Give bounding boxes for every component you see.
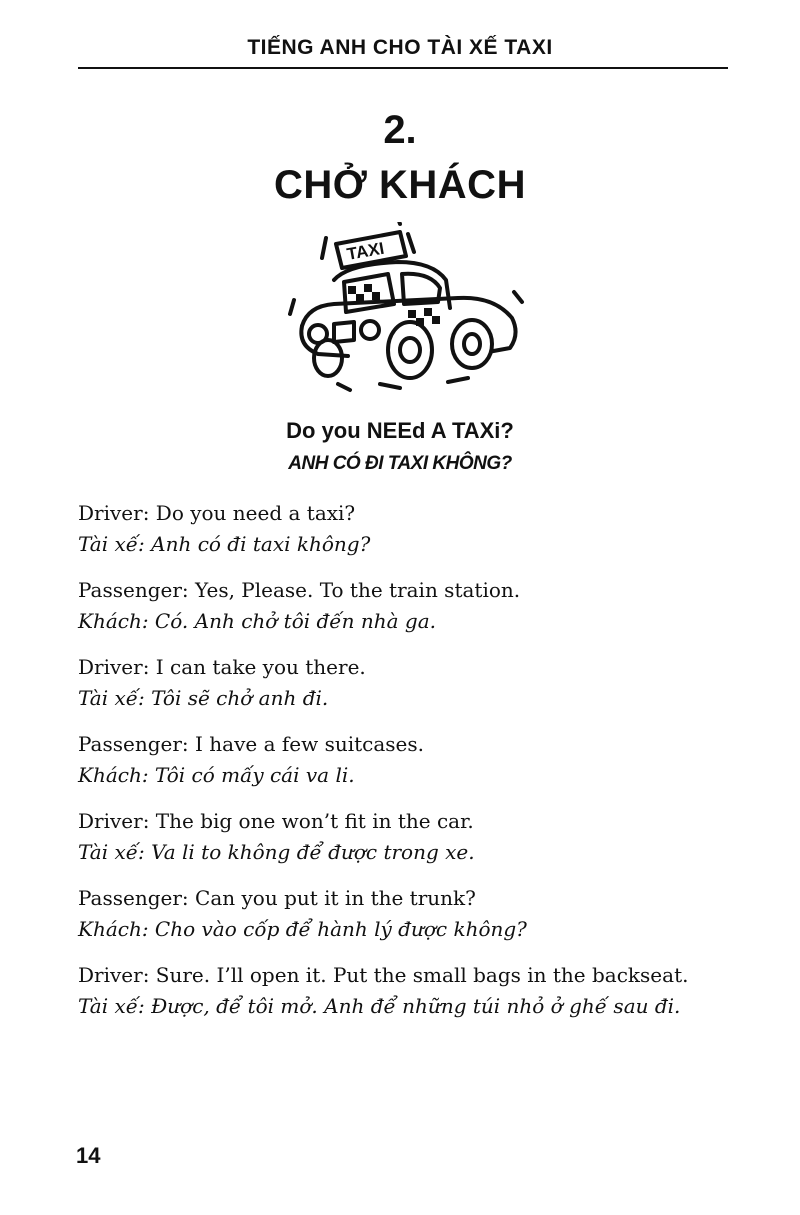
chapter-title: CHỞ KHÁCH: [274, 163, 526, 207]
dialogue-line-vietnamese: Tài xế: Va li to không để được trong xe.: [78, 840, 475, 864]
page-number: 14: [76, 1143, 101, 1168]
dialogue-entry: [78, 498, 726, 560]
dialogue-line-english: Driver: I can take you there.: [78, 655, 366, 679]
dialogue-line-vietnamese: Khách: Có. Anh chở tôi đến nhà ga.: [78, 609, 436, 633]
dialogue-line-vietnamese: Tài xế: Được, để tôi mở. Anh để những túi nhỏ ở ghế sau đi.: [78, 994, 681, 1018]
taxi-sign-text: TAXI: [345, 238, 386, 264]
dialogue-line-english: Passenger: I have a few suitcases.: [78, 732, 424, 756]
dialogue-line-vietnamese: Tài xế: Tôi sẽ chở anh đi.: [78, 686, 329, 710]
dialogue-line-english: Passenger: Yes, Please. To the train station.: [78, 578, 521, 602]
dialogue: [78, 498, 726, 1037]
chapter-number: 2.: [383, 108, 417, 152]
dialogue-entry: [78, 883, 726, 945]
phrase-vietnamese: ANH CÓ ĐI TAXI KHÔNG?: [288, 453, 512, 474]
header-title: TIẾNG ANH CHO TÀI XẾ TAXI: [247, 36, 553, 59]
taxi-car-icon: [288, 222, 528, 394]
phrase-english: Do you NEEd A TAXi?: [286, 418, 514, 443]
dialogue-line-vietnamese: Tài xế: Anh có đi taxi không?: [78, 532, 371, 556]
dialogue-entry: [78, 729, 726, 791]
dialogue-entry: [78, 960, 726, 1022]
dialogue-line-english: Passenger: Can you put it in the trunk?: [78, 886, 476, 910]
dialogue-entry: [78, 652, 726, 714]
dialogue-line-vietnamese: Khách: Cho vào cốp để hành lý được không?: [78, 917, 527, 941]
dialogue-line-english: Driver: Do you need a taxi?: [78, 501, 356, 525]
dialogue-entry: [78, 575, 726, 637]
dialogue-line-english: Driver: Sure. I’ll open it. Put the small bags in the backseat.: [78, 963, 689, 987]
header-rule: [78, 67, 728, 69]
dialogue-entry: [78, 806, 726, 868]
dialogue-line-vietnamese: Khách: Tôi có mấy cái va li.: [78, 763, 355, 787]
dialogue-line-english: Driver: The big one won’t fit in the car.: [78, 809, 474, 833]
